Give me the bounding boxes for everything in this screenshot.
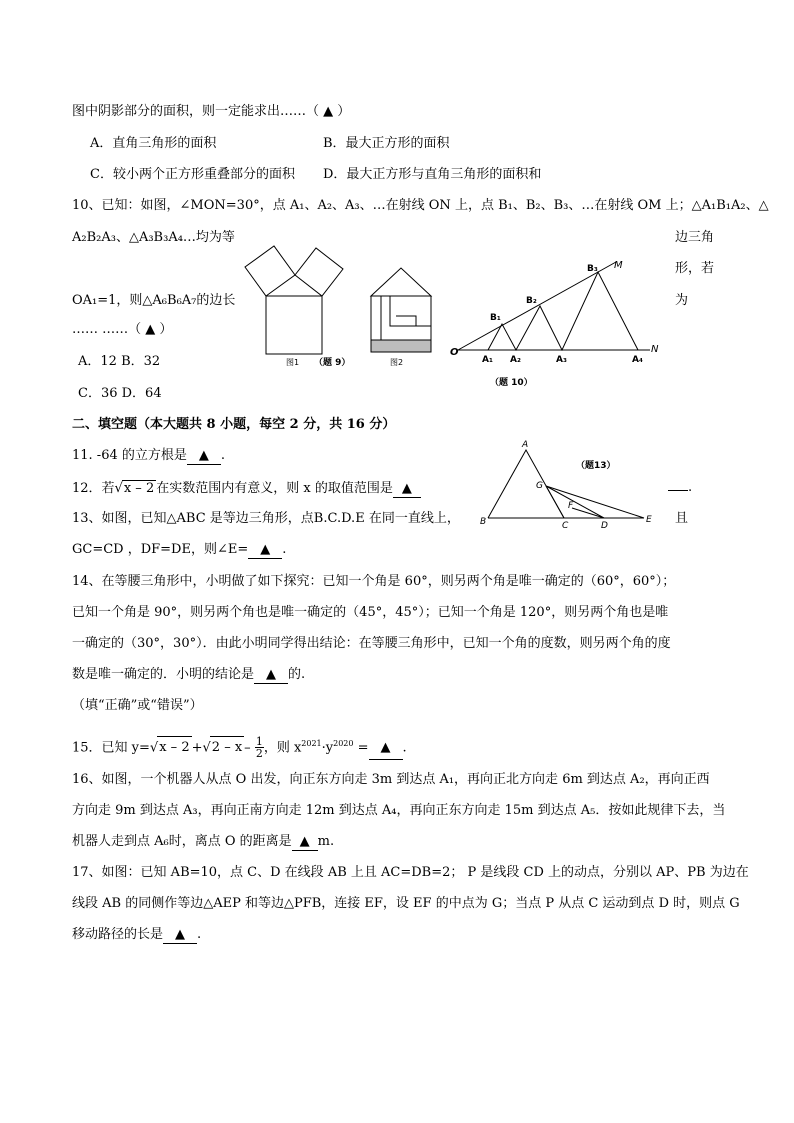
q10-ray-om	[458, 262, 616, 350]
q10-triangles	[488, 272, 638, 350]
q10-label-n: N	[651, 344, 659, 355]
q13-line1-left: 13、如图，已知△ABC 是等边三角形，点B.C.D.E 在同一直线上，	[72, 511, 460, 526]
q14-answer-blank: ▲	[254, 667, 288, 684]
q14-line4: 数是唯一确定的．小明的结论是 ▲ 的.	[72, 667, 306, 682]
q15-radicand-1: x – 2	[157, 736, 191, 759]
q17-line1: 17、如图：已知 AB=10，点 C、D 在线段 AB 上且 AC=DB=2； P 是线段 CD 上的动点，分别以 AP、PB 为边在	[72, 865, 749, 880]
q12-radicand: x – 2	[123, 481, 155, 496]
q13-label-a: A	[522, 440, 529, 450]
q14-line3: 一确定的（30°，30°）．由此小明同学得出结论：在等腰三角形中，已知一个角的度数，则另两个角的度	[72, 636, 671, 651]
q14-line5: （填“正确”或“错误”）	[72, 698, 203, 713]
q10-line1: 10、已知：如图，∠MON=30°，点 A₁、A₂、A₃、…在射线 ON 上，点 B₁、B₂、B₃、…在射线 OM 上；△A₁B₁A₂、△	[72, 198, 769, 213]
q9-option-c: C．较小两个正方形重叠部分的面积	[90, 167, 295, 182]
q10-line2-left: A₂B₂A₃、△A₃B₃A₄…均为等	[72, 230, 235, 245]
q16-line1: 16、如图，一个机器人从点 O 出发，向正东方向走 3m 到达点 A₁，再向正北方向走 6m 到达点 A₂，再向正西	[72, 772, 710, 787]
q17-line3: 移动路径的长是 ▲ .	[72, 927, 202, 942]
q10-line5: …… ……（ ▲ ）	[72, 322, 173, 337]
q13-figure	[474, 436, 664, 532]
q10-label-a1: A₁	[482, 355, 493, 365]
q10-options-cd: C．36 D．64	[78, 386, 162, 401]
q15-answer-blank: ▲	[369, 737, 403, 760]
q15-fraction: $\frac{1}{2}$	[255, 735, 263, 761]
q13-label-d: D	[601, 521, 608, 531]
q9-fig2-roof	[371, 268, 431, 296]
q10-line4-right: 为	[675, 293, 689, 308]
q9-option-d: D．最大正方形与直角三角形的面积和	[323, 167, 542, 182]
q12-answer-blank: ▲	[393, 481, 421, 498]
q13-line2: GC=CD ，DF=DE，则∠E= ▲ .	[72, 542, 287, 557]
q13-label-c: C	[562, 521, 569, 531]
q10-label-o: O	[450, 347, 459, 358]
q13-line1-right: 且	[675, 511, 689, 526]
q13-answer-blank: ▲	[248, 542, 282, 559]
q12-blank-end: .	[668, 480, 692, 496]
section-2-header: 二、填空题（本大题共 8 小题，每空 2 分，共 16 分）	[72, 417, 396, 432]
q14-line1: 14、在等腰三角形中，小明做了如下探究：已知一个角是 60°，则另两个角是唯一确定的（60°，60°）；	[72, 574, 676, 589]
q10-figure-label: （题 10）	[490, 378, 533, 388]
q15-radicand-2: 2 – x	[210, 736, 244, 759]
q9-fig1-large-square	[266, 296, 322, 354]
q13-label-g: G	[536, 481, 543, 491]
q10-label-a3: A₃	[556, 355, 567, 365]
q13-label-b: B	[480, 517, 487, 527]
q9-fig2-inner-line	[390, 296, 431, 326]
q9-fig1-right-square	[295, 248, 343, 296]
q15: 15．已知 y=√x – 2 +√2 – x – $\frac{1}{2}$ ，则 $x^{2021}\cdot y^{2020}$ = ▲ .	[72, 735, 407, 761]
q9-option-b: B．最大正方形的面积	[323, 136, 450, 151]
q9-fig1-left-square	[245, 246, 295, 296]
q9-fig2-shaded-strip	[371, 340, 431, 352]
q10-line2-right: 边三角	[675, 230, 715, 245]
q12: 12．若√x – 2 在实数范围内有意义，则 x 的取值范围是 ▲	[72, 480, 421, 498]
q11: 11. -64 的立方根是 ▲ .	[72, 448, 226, 463]
q9-figure	[236, 224, 436, 374]
q10-line4-left: OA₁=1，则△A₆B₆A₇的边长	[72, 293, 236, 308]
q13-label-e: E	[646, 515, 652, 525]
q9-figure-label: （题 9）	[314, 358, 351, 368]
q13-label-f: F	[568, 501, 574, 511]
q10-label-m: M	[614, 260, 623, 271]
q16-line2: 方向走 9m 到达点 A₃，再向正南方向走 12m 到达点 A₄，再向正东方向走 15m 到达点 A₅．按如此规律下去，当	[72, 803, 726, 818]
q16-line3: 机器人走到点 A₆时，离点 O 的距离是 ▲ m.	[72, 834, 335, 849]
q13-figure-label: （题13）	[576, 461, 616, 471]
q9-option-a: A．直角三角形的面积	[90, 136, 217, 151]
q9-fig2-caption: 图2	[390, 358, 404, 367]
q10-label-b3: B₃	[587, 264, 598, 274]
q17-answer-blank: ▲	[163, 927, 197, 944]
q10-label-a2: A₂	[510, 355, 521, 365]
q16-answer-blank: ▲	[292, 834, 318, 851]
q9-stem-tail: 图中阴影部分的面积，则一定能求出……（ ▲ ）	[72, 104, 351, 119]
q10-label-b2: B₂	[526, 296, 537, 306]
q10-figure	[446, 258, 666, 394]
q9-fig1-caption: 图1	[286, 358, 300, 367]
q10-line3-right: 形，若	[675, 261, 715, 276]
q13-triangle-abc	[488, 450, 564, 518]
q14-line2: 已知一个角是 90°，则另两个角也是唯一确定的（45°，45°）；已知一个角是 120°，则另两个角也是唯	[72, 605, 669, 620]
q17-line2: 线段 AB 的同侧作等边△AEP 和等边△PFB，连接 EF，设 EF 的中点为 G；当点 P 从点 C 运动到点 D 时，则点 G	[72, 896, 740, 911]
q10-label-b1: B₁	[490, 313, 501, 323]
q10-label-a4: A₄	[632, 355, 643, 365]
q10-options-ab: A．12 B．32	[78, 354, 161, 369]
q11-answer-blank: ▲	[187, 448, 221, 465]
